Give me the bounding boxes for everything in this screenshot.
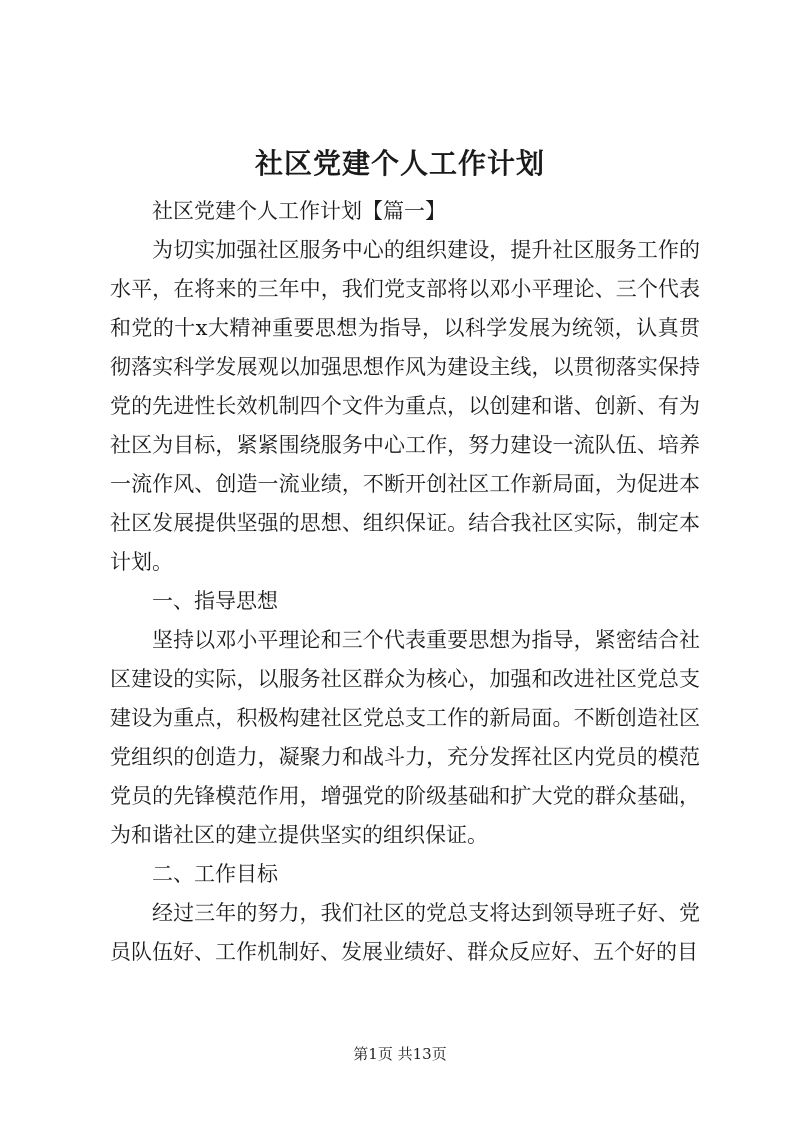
body-paragraph: 为切实加强社区服务中心的组织建设，提升社区服务工作的水平，在将来的三年中，我们党支部将以邓小平理论、三个代表和党的十x大精神重要思想为指导，以科学发展为统领，认真贯彻落实科学发展观以加强思想作风为建设主线，以贯彻落实保持党的先进性长效机制四个文件为重点，以创建和谐、创新、有为社区为目标，紧紧围绕服务中心工作，努力建设一流队伍、培养一流作风、创造一流业绩，不断开创社区工作新局面，为促进本社区发展提供坚强的思想、组织保证。结合我社区实际，制定本计划。 [110,238,700,574]
document-title: 社区党建个人工作计划 [254,147,545,180]
section-subtitle: 社区党建个人工作计划【篇一】 [152,199,446,223]
body-paragraph: 经过三年的努力，我们社区的党总支将达到领导班子好、党员队伍好、工作机制好、发展业绩好、群众反应好、五个好的目 [110,901,700,964]
section-heading: 二、工作目标 [152,862,278,886]
section-heading: 一、指导思想 [152,589,278,613]
page-footer: 第1页 共13页 [353,1045,447,1063]
body-paragraph: 坚持以邓小平理论和三个代表重要思想为指导，紧密结合社区建设的实际，以服务社区群众为核心，加强和改进社区党总支建设为重点，积极构建社区党总支工作的新局面。不断创造社区党组织的创造力，凝聚力和战斗力，充分发挥社区内党员的模范党员的先锋模范作用，增强党的阶级基础和扩大党的群众基础，为和谐社区的建立提供坚实的组织保证。 [110,628,700,847]
document-body [110,192,700,972]
